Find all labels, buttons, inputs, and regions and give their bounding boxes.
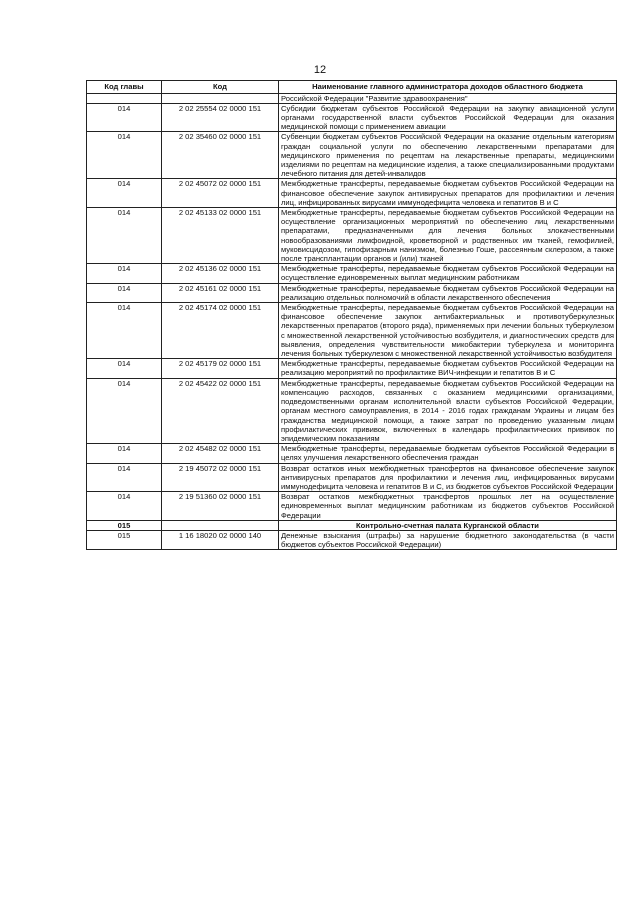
table-row xyxy=(87,463,617,492)
cell-name: Межбюджетные трансферты, передаваемые бюджетам субъектов Российской Федерации на финансовое обеспечение закупок антибактериальных и противотуберкулезных лекарственных препаратов (второго ряда), применяемых при лечении больных туберкулезом с множественной лекарственной устойчивостью возбудителя, и диагностических средств для выявления, определения чувствительности микобактерии туберкулеза и мониторинга лечения больных туберкулезом с множественной лекарственной устойчивостью возбудителя xyxy=(279,303,617,359)
cell-name: Межбюджетные трансферты, передаваемые бюджетам субъектов Российской Федерации на осуществление организационных мероприятий по обеспечению лиц лекарственными препаратами, предназначенными для лечения больных злокачественными новообразованиями лимфоидной, кроветворной и родственных им тканей, гемофилией, муковисцидозом, гипофизарным нанизмом, болезнью Гоше, рассеянным склерозом, а также после трансплантации органов и (или) тканей xyxy=(279,208,617,264)
revenue-administrators-table xyxy=(86,80,617,550)
cell-kod: 2 19 51360 02 0000 151 xyxy=(162,492,279,521)
header-name: Наименование главного администратора доходов областного бюджета xyxy=(279,81,617,94)
table-row xyxy=(87,283,617,302)
table-row xyxy=(87,208,617,264)
header-kod-glavy: Код главы xyxy=(87,81,162,94)
table-row xyxy=(87,103,617,132)
cell-kod-glavy: 014 xyxy=(87,492,162,521)
cell-kod: 2 02 45482 02 0000 151 xyxy=(162,444,279,463)
cell-kod-glavy: 015 xyxy=(87,520,162,530)
table-row xyxy=(87,444,617,463)
cell-kod: 2 19 45072 02 0000 151 xyxy=(162,463,279,492)
cell-name: Межбюджетные трансферты, передаваемые бюджетам субъектов Российской Федерации на финансовое обеспечение закупок антивирусных препаратов для профилактики и лечения лиц, инфицированных вирусами иммунодефицита человека и гепатитов В и С xyxy=(279,179,617,208)
cell-kod: 1 16 18020 02 0000 140 xyxy=(162,530,279,549)
table-row xyxy=(87,359,617,378)
table-header-row xyxy=(87,81,617,94)
cell-kod-glavy: 015 xyxy=(87,530,162,549)
table-row xyxy=(87,303,617,359)
cell-kod: 2 02 45072 02 0000 151 xyxy=(162,179,279,208)
cell-kod-glavy: 014 xyxy=(87,378,162,443)
cell-name: Межбюджетные трансферты, передаваемые бюджетам субъектов Российской Федерации в целях улучшения лекарственного обеспечения граждан xyxy=(279,444,617,463)
cell-name: Контрольно-счетная палата Курганской области xyxy=(279,520,617,530)
cell-kod-glavy: 014 xyxy=(87,444,162,463)
header-kod: Код xyxy=(162,81,279,94)
table-row xyxy=(87,264,617,283)
cell-kod xyxy=(162,93,279,103)
cell-name: Межбюджетные трансферты, передаваемые бюджетам субъектов Российской Федерации на осуществление единовременных выплат медицинским работникам xyxy=(279,264,617,283)
cell-kod-glavy: 014 xyxy=(87,463,162,492)
table-row xyxy=(87,492,617,521)
cell-kod-glavy: 014 xyxy=(87,103,162,132)
cell-kod-glavy: 014 xyxy=(87,359,162,378)
page-number: 12 xyxy=(313,64,327,76)
cell-kod: 2 02 45174 02 0000 151 xyxy=(162,303,279,359)
table-row xyxy=(87,93,617,103)
cell-name: Возврат остатков межбюджетных трансфертов прошлых лет на осуществление единовременных выплат медицинским работникам из бюджетов субъектов Российской Федерации xyxy=(279,492,617,521)
cell-kod: 2 02 45136 02 0000 151 xyxy=(162,264,279,283)
cell-name: Денежные взыскания (штрафы) за нарушение бюджетного законодательства (в части бюджетов субъектов Российской Федерации) xyxy=(279,530,617,549)
cell-name: Межбюджетные трансферты, передаваемые бюджетам субъектов Российской Федерации на компенсацию расходов, связанных с оказанием медицинскими организациями, подведомственными органам исполнительной власти субъектов Российской Федерации, органам местного самоуправления, в 2014 - 2016 годах гражданам Украины и лицам без гражданства медицинской помощи, а также затрат по проведению указанным лицам профилактических прививок, включенных в календарь профилактических прививок по эпидемическим показаниям xyxy=(279,378,617,443)
cell-kod-glavy: 014 xyxy=(87,283,162,302)
table-row xyxy=(87,132,617,179)
section-row xyxy=(87,520,617,530)
cell-kod: 2 02 25554 02 0000 151 xyxy=(162,103,279,132)
cell-kod xyxy=(162,520,279,530)
cell-kod-glavy: 014 xyxy=(87,264,162,283)
cell-kod-glavy xyxy=(87,93,162,103)
table-row xyxy=(87,530,617,549)
cell-name: Субвенции бюджетам субъектов Российской Федерации на оказание отдельным категориям граждан социальной услуги по обеспечению лекарственными препаратами для медицинского применения по рецептам на лекарственные препараты, медицинскими изделиями по рецептам на медицинские изделия, а также специализированными продуктами лечебного питания для детей-инвалидов xyxy=(279,132,617,179)
cell-kod: 2 02 45161 02 0000 151 xyxy=(162,283,279,302)
cell-kod-glavy: 014 xyxy=(87,179,162,208)
cell-name: Межбюджетные трансферты, передаваемые бюджетам субъектов Российской Федерации на реализацию мероприятий по профилактике ВИЧ-инфекции и гепатитов В и С xyxy=(279,359,617,378)
cell-kod: 2 02 45179 02 0000 151 xyxy=(162,359,279,378)
cell-kod-glavy: 014 xyxy=(87,132,162,179)
table-row xyxy=(87,179,617,208)
cell-kod: 2 02 45133 02 0000 151 xyxy=(162,208,279,264)
cell-kod: 2 02 35460 02 0000 151 xyxy=(162,132,279,179)
cell-kod-glavy: 014 xyxy=(87,303,162,359)
cell-name: Межбюджетные трансферты, передаваемые бюджетам субъектов Российской Федерации на реализацию отдельных полномочий в области лекарственного обеспечения xyxy=(279,283,617,302)
table-row xyxy=(87,378,617,443)
cell-name: Российской Федерации "Развитие здравоохранения" xyxy=(279,93,617,103)
cell-kod-glavy: 014 xyxy=(87,208,162,264)
table-body xyxy=(87,93,617,550)
cell-kod: 2 02 45422 02 0000 151 xyxy=(162,378,279,443)
cell-name: Субсидии бюджетам субъектов Российской Федерации на закупку авиационной услуги органами государственной власти субъектов Российской Федерации для оказания медицинской помощи с применением авиации xyxy=(279,103,617,132)
cell-name: Возврат остатков иных межбюджетных трансфертов на финансовое обеспечение закупок антивирусных препаратов для профилактики и лечения лиц, инфицированных вирусами иммунодефицита человека и гепатитов В и С, из бюджетов субъектов Российской Федерации xyxy=(279,463,617,492)
